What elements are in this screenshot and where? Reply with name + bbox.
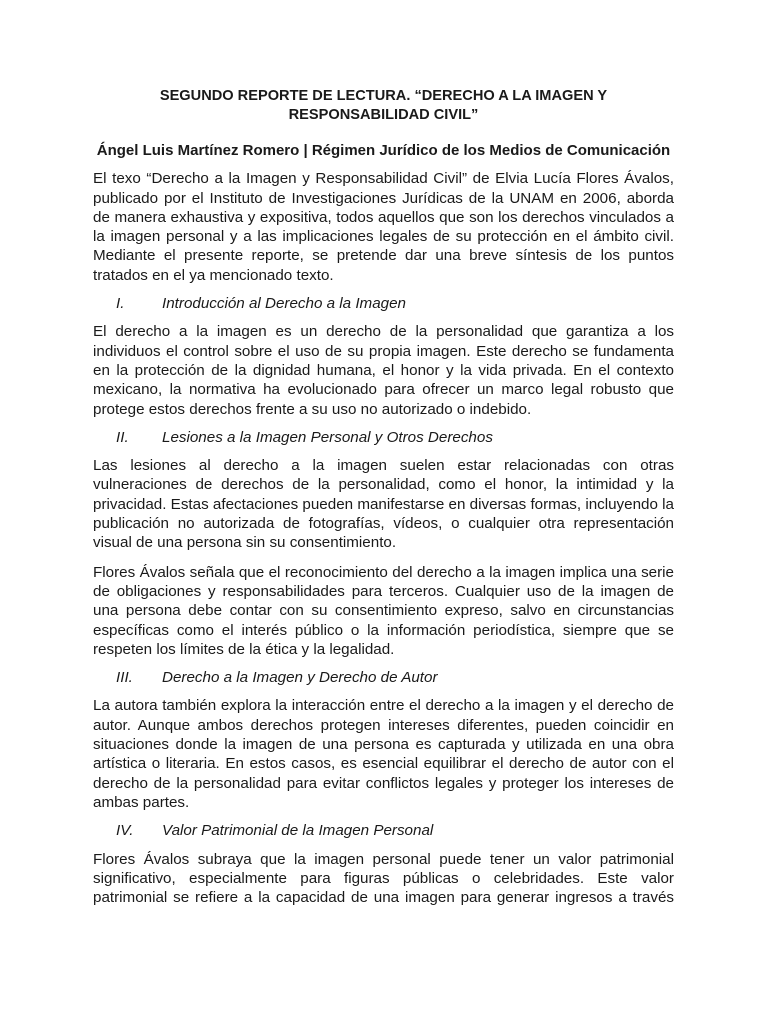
section-2-paragraph-1: Las lesiones al derecho a la imagen suelen estar relacionadas con otras vulneraciones de derechos de la personalidad, como el honor, la intimidad y la privacidad. Estas afectaciones pueden manifestarse en diversas formas, incluyendo la publicación no autorizada de fotografías, vídeos, o cualquier otra representación visual de una persona sin su consentimiento. [93, 457, 674, 552]
section-heading-3 [93, 668, 674, 687]
section-2-paragraph-2: Flores Ávalos señala que el reconocimiento del derecho a la imagen implica una serie de obligaciones y responsabilidades para terceros. Cualquier uso de la imagen de una persona debe contar con su consentimiento expreso, salvo en circunstancias específicas como el interés público o la información periodística, siempre que se respeten los límites de la ética y la legalidad. [93, 563, 674, 658]
section-heading-4 [93, 821, 674, 840]
section-number: II. [116, 428, 129, 446]
section-title: Introducción al Derecho a la Imagen [162, 295, 406, 313]
section-heading-1 [93, 294, 674, 313]
section-1-paragraph-1: El derecho a la imagen es un derecho de la personalidad que garantiza a los individuos el control sobre el uso de su propia imagen. Este derecho se fundamenta en la protección de la dignidad humana, el honor y la vida privada. En el contexto mexicano, la normativa ha evolucionado para ofrecer un marco legal robusto que protege estos derechos frente a su uso no autorizado o indebido. [93, 323, 674, 418]
section-number: III. [116, 669, 133, 687]
intro-paragraph: El texo “Derecho a la Imagen y Responsabilidad Civil” de Elvia Lucía Flores Ávalos, publicado por el Instituto de Investigaciones Jurídicas de la UNAM en 2006, aborda de manera exhaustiva y expositiva, todos aquellos que son los derechos vinculados a la imagen personal y a las implicaciones legales de su protección en el ámbito civil. Mediante el presente reporte, se pretende dar una breve síntesis de los puntos tratados en el ya mencionado texto. [93, 170, 674, 284]
section-title: Derecho a la Imagen y Derecho de Autor [162, 669, 438, 687]
document-page [93, 0, 674, 907]
section-number: I. [116, 295, 125, 313]
section-title: Valor Patrimonial de la Imagen Personal [162, 822, 434, 840]
document-title: SEGUNDO REPORTE DE LECTURA. “DERECHO A LA IMAGEN Y RESPONSABILIDAD CIVIL” [159, 88, 608, 123]
section-number: IV. [116, 822, 134, 840]
section-title: Lesiones a la Imagen Personal y Otros Derechos [162, 428, 493, 446]
section-heading-2 [93, 428, 674, 447]
section-4-paragraph-1: Flores Ávalos subraya que la imagen personal puede tener un valor patrimonial significativo, especialmente para figuras públicas o celebridades. Este valor patrimonial se refiere a la capacidad de una imagen para generar ingresos a través [93, 850, 674, 907]
author-line: Ángel Luis Martínez Romero | Régimen Jurídico de los Medios de Comunicación [96, 142, 671, 159]
section-3-paragraph-1: La autora también explora la interacción entre el derecho a la imagen y el derecho de autor. Aunque ambos derechos protegen intereses diferentes, pueden coincidir en situaciones donde la imagen de una persona es capturada y utilizada en una obra artística o literaria. En estos casos, es esencial equilibrar el derecho de autor con el derecho de la personalidad para evitar conflictos legales y proteger los intereses de ambas partes. [93, 697, 674, 811]
